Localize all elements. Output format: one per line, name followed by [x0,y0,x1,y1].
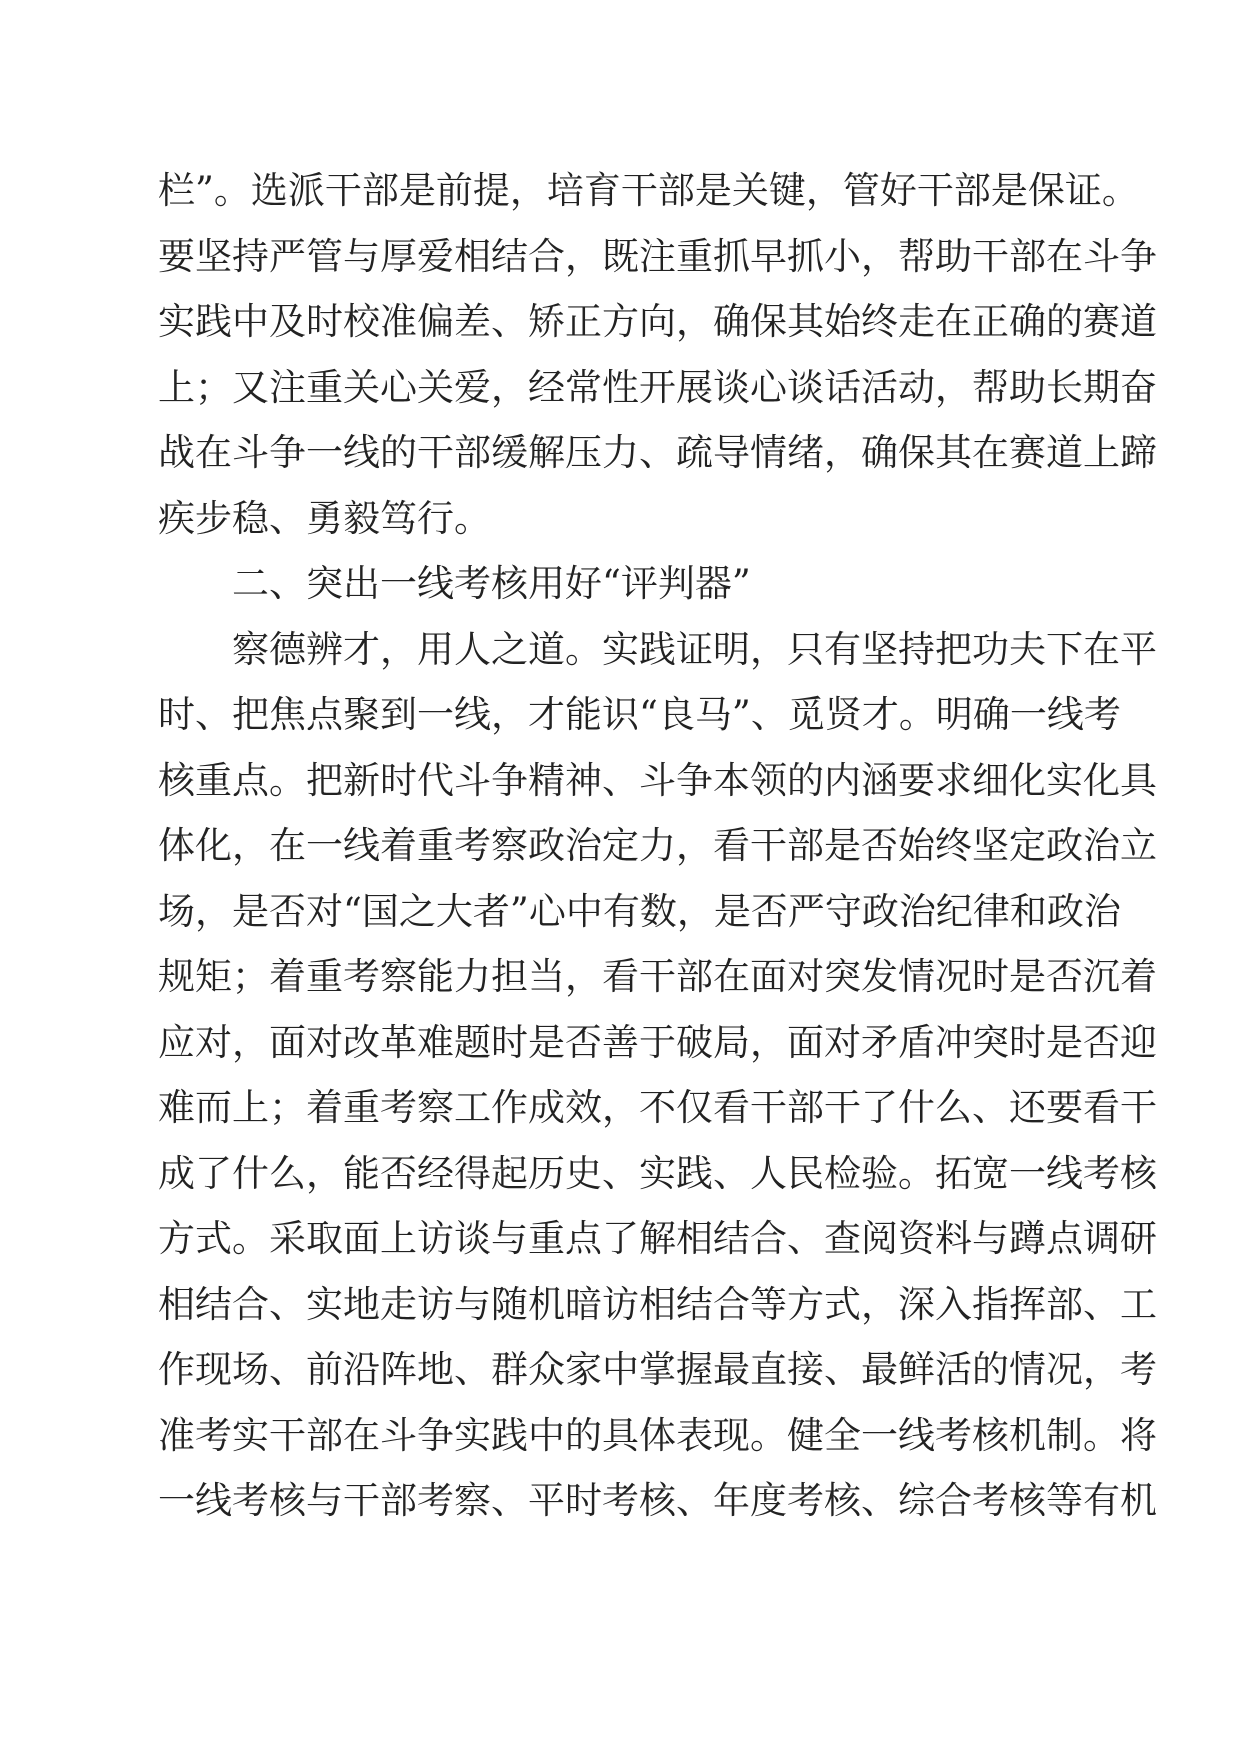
text-line: 核重点。把新时代斗争精神、斗争本领的内涵要求细化实化具 [158,758,1157,802]
text-line: 成了什么，能否经得起历史、实践、人民检验。拓宽一线考核 [158,1151,1157,1195]
text-line: 察德辨才，用人之道。实践证明，只有坚持把功夫下在平 [232,627,1157,671]
text-line: 时、把焦点聚到一线，才能识“良马”、觅贤才。明确一线考 [158,693,1121,736]
text-line: 疾步稳、勇毅笃行。 [158,496,491,540]
text-line: 方式。采取面上访谈与重点了解相结合、查阅资料与蹲点调研 [158,1217,1157,1260]
document-body [158,158,1157,1534]
text-line: 规矩；着重考察能力担当，看干部在面对突发情况时是否沉着 [158,955,1157,998]
text-line: 一线考核与干部考察、平时考核、年度考核、综合考核等有机 [158,1479,1157,1522]
text-line: 难而上；着重考察工作成效，不仅看干部干了什么、还要看干 [158,1086,1157,1129]
text-line: 要坚持严管与厚爱相结合，既注重抓早抓小，帮助干部在斗争 [158,234,1157,278]
text-line: 作现场、前沿阵地、群众家中掌握最直接、最鲜活的情况，考 [158,1348,1157,1391]
text-line: 上；又注重关心关爱，经常性开展谈心谈话活动，帮助长期奋 [158,365,1157,409]
text-line: 栏”。选派干部是前提，培育干部是关键，管好干部是保证。 [158,169,1139,212]
text-line: 战在斗争一线的干部缓解压力、疏导情绪，确保其在赛道上蹄 [158,431,1157,474]
text-line: 实践中及时校准偏差、矫正方向，确保其始终走在正确的赛道 [158,300,1157,343]
text-line: 体化，在一线着重考察政治定力，看干部是否始终坚定政治立 [158,824,1157,867]
text-line: 应对，面对改革难题时是否善于破局，面对矛盾冲突时是否迎 [158,1020,1157,1064]
text-line: 准考实干部在斗争实践中的具体表现。健全一线考核机制。将 [158,1413,1157,1457]
section-heading: 二、突出一线考核用好“评判器” [232,562,751,605]
text-line: 场，是否对“国之大者”心中有数，是否严守政治纪律和政治 [158,889,1121,933]
text-line: 相结合、实地走访与随机暗访相结合等方式，深入指挥部、工 [158,1282,1157,1326]
